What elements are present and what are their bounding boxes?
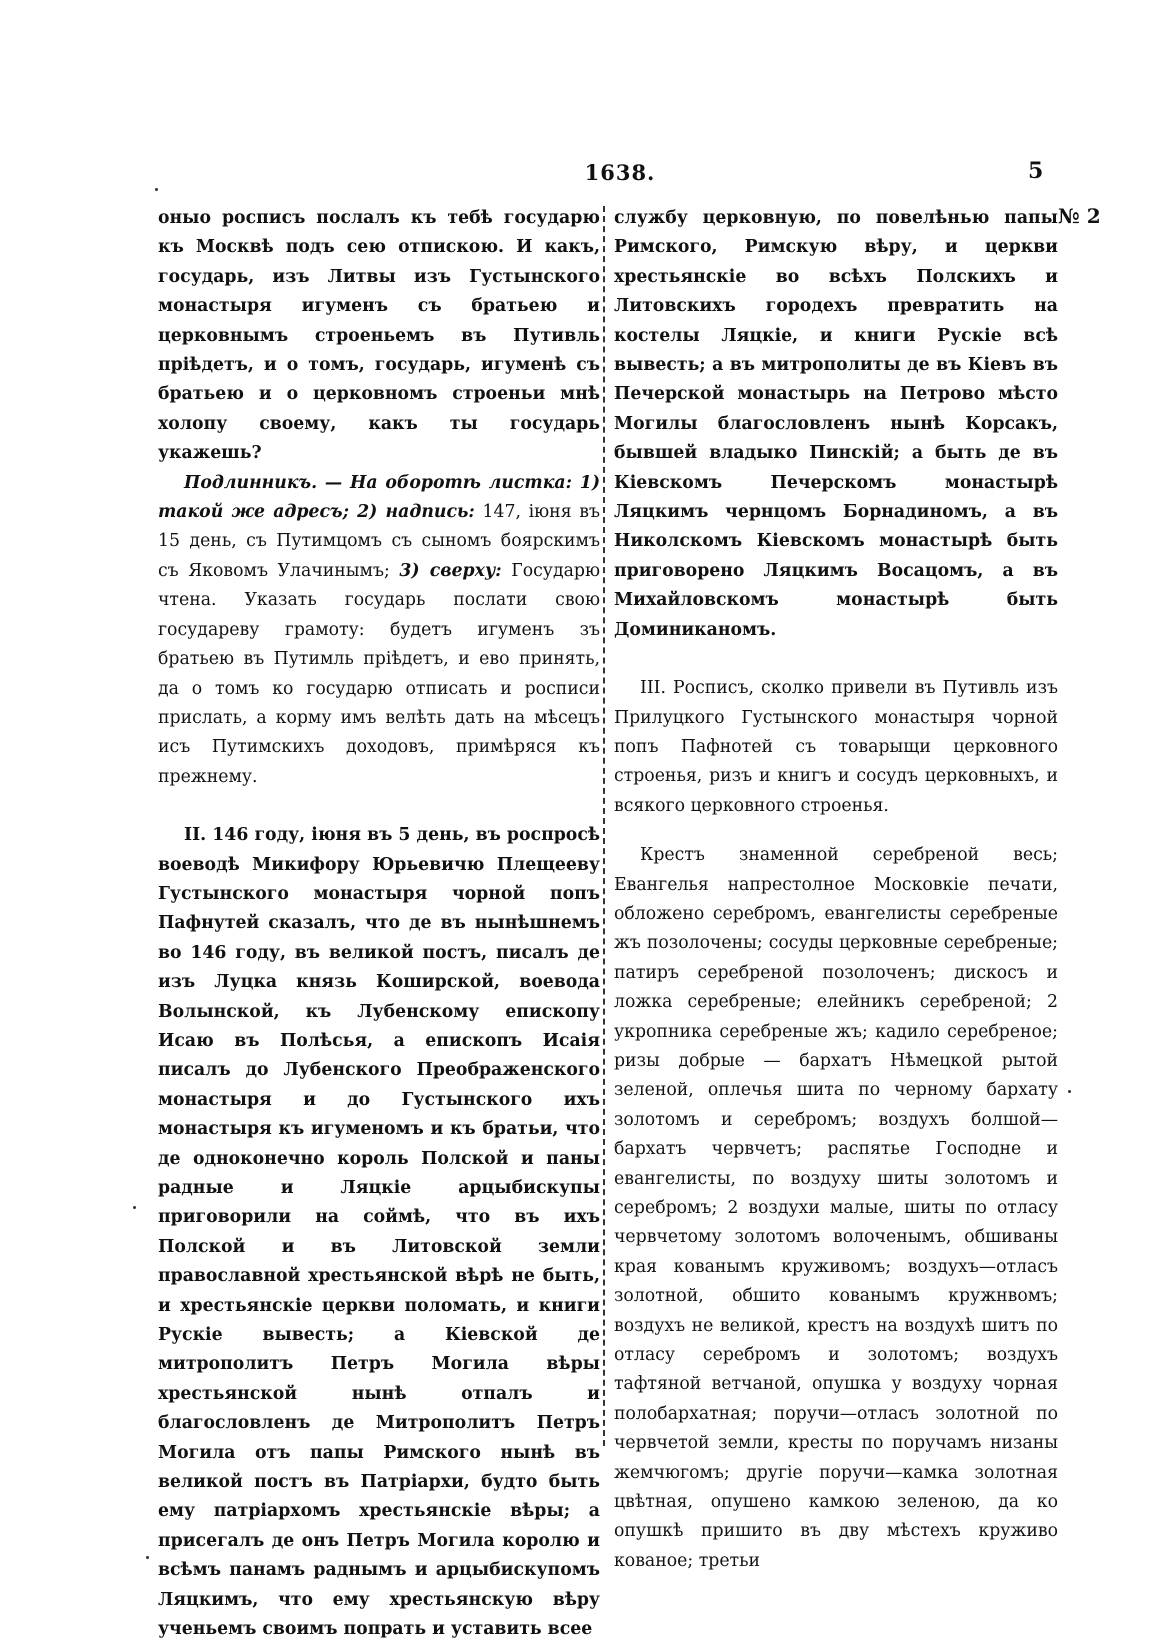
scan-speck	[155, 188, 158, 191]
page-number: 5	[1028, 158, 1044, 184]
left-paragraph-2	[158, 469, 600, 792]
note-lead: Подлинникъ. — На оборотѣ листка: 1) такой же адресъ; 2) надпись:	[158, 472, 600, 523]
right-paragraph-1: службу церковную, по повелѣнью папы Римского, Римскую вѣру, и церкви хрестьянскіе во всѣхъ Полскихъ и Литовскихъ городехъ превратить на костелы Ляцкіе, и книги Рускіе всѣ вывесть; а въ митрополиты де въ Кіевъ въ Печерской монастырь на Петрово мѣсто Могилы благословленъ нынѣ Корсакъ, бывшей владыко Пинскій; а быть де въ Кіевскомъ Печерскомъ монастырѣ Ляцкимъ чернцомъ Борнадиномъ, а въ Николскомъ Кіевскомъ монастырѣ быть приговорено Ляцкимъ Восацомъ, а въ Михайловскомъ монастырѣ быть Доминиканомъ.	[614, 208, 1058, 640]
spacer	[614, 821, 1058, 841]
page-header-year: 1638.	[584, 160, 656, 185]
left-paragraph-1: оныо росписъ послалъ къ тебѣ государю къ Москвѣ подъ сею отпискою. И какъ, государь, изъ Литвы изъ Густынского монастыря игуменъ съ братьею и церковнымъ строеньемъ въ Путивль пріѣдетъ, и о томъ, государь, игуменѣ съ братьею и о церковномъ строеньи мнѣ холопу своему, какъ ты государь укажешь?	[158, 208, 600, 464]
spacer	[614, 645, 1058, 674]
left-column	[158, 204, 600, 1645]
scan-speck	[146, 1556, 149, 1559]
scan-speck	[1068, 1090, 1071, 1093]
spacer	[158, 792, 600, 821]
column-divider	[603, 206, 605, 1446]
right-column	[614, 204, 1058, 1576]
scan-speck	[133, 1206, 136, 1209]
left-paragraph-3: II. 146 году, іюня въ 5 день, въ роспросѣ воеводѣ Микифору Юрьевичю Плещееву Густынского монастыря чорной попъ Пафнутей сказалъ, что де въ нынѣшнемъ во 146 году, въ великой постъ, писалъ де изъ Луцка князь Коширской, воевода Волынской, къ Лубенскому епископу Исаю въ Полѣсья, а епископъ Исаія писалъ до Лубенского Преображенского монастыря и до Густынского ихъ монастыря къ игуменомъ и къ братьи, что де одноконечно король Полской и паны радные и Ляцкіе арцыбискупы приговорили на соймѣ, что въ ихъ Полской и въ Литовской земли православной хрестьянской вѣрѣ не быть, и хрестьянскіе церкви поломать, и книги Рускіе вывесть; а Кіевской де митрополитъ Петръ Могила вѣры хрестьянской нынѣ отпалъ и благословленъ де Митрополитъ Петръ Могила отъ папы Римского нынѣ въ великой постъ въ Патріархи, будто быть ему патріархомъ хрестьянскіе вѣры; а присегалъ де онъ Петръ Могила королю и всѣмъ панамъ раднымъ и арцыбискупомъ Ляцкимъ, что ему хрестьянскую вѣру ученьемъ своимъ попрать и уставить всее	[158, 825, 600, 1640]
note-text: 147, іюня въ 15 день, съ Путимцомъ съ сыномъ боярскимъ съ Яковомъ Улачинымъ;	[158, 502, 600, 581]
right-paragraph-2: III. Росписъ, сколко привели въ Путивль изъ Прилуцкого Густынского монастыря чорной попъ Пафнотей съ товарыщи церковного строенья, ризъ и книгъ и сосудъ церковныхъ, и всякого церковного строенья.	[614, 678, 1058, 816]
note-text-2: Государю чтена. Указать государь послати свою государеву грамоту: будетъ игуменъ зъ братьею въ Путимль пріѣдетъ, и ево принять, да о томъ ко государю отписать и росписи прислать, а корму имъ велѣть дать на мѣсецъ исъ Путимскихъ доходовъ, примѣряся къ прежнему.	[158, 560, 600, 787]
document-number-marker: № 2	[1058, 204, 1101, 228]
note-lead-2: 3) сверху:	[399, 560, 502, 581]
right-paragraph-3: Крестъ знаменной серебреной весь; Евангелья напрестолное Московкіе печати, обложено серебромъ, евангелисты серебреные жъ позолочены; сосуды церковные серебреные; патиръ серебреной позолоченъ; дискосъ и ложка серебреные; елейникъ серебреной; 2 укропника серебреные жъ; кадило серебреное; ризы добрые — бархатъ Нѣмецкой рытой зеленой, оплечья шита по черному бархату золотомъ и серебромъ; воздухъ болшой—бархатъ червчетъ; распятье Господне и евангелисты, по воздуху шиты золотомъ и серебромъ; 2 воздухи малые, шиты по отласу червчетому золотомъ волоченымъ, обшиваны края кованымъ круживомъ; воздухъ—отласъ золотной, обшито кованымъ кружнвомъ; воздухъ не великой, крестъ на воздухѣ шитъ по отласу серебромъ и золотомъ; воздухъ тафтяной ветчаной, опушка у воздуху чорная полобархатная; поручи—отласъ золотной по червчетой земли, кресты по поручамъ низаны жемчюгомъ; другіе поручи—камка золотная цвѣтная, опушено камкою зеленою, да ко опушкѣ пришито въ дву мѣстехъ круживо кованое; третьи	[614, 845, 1058, 1571]
